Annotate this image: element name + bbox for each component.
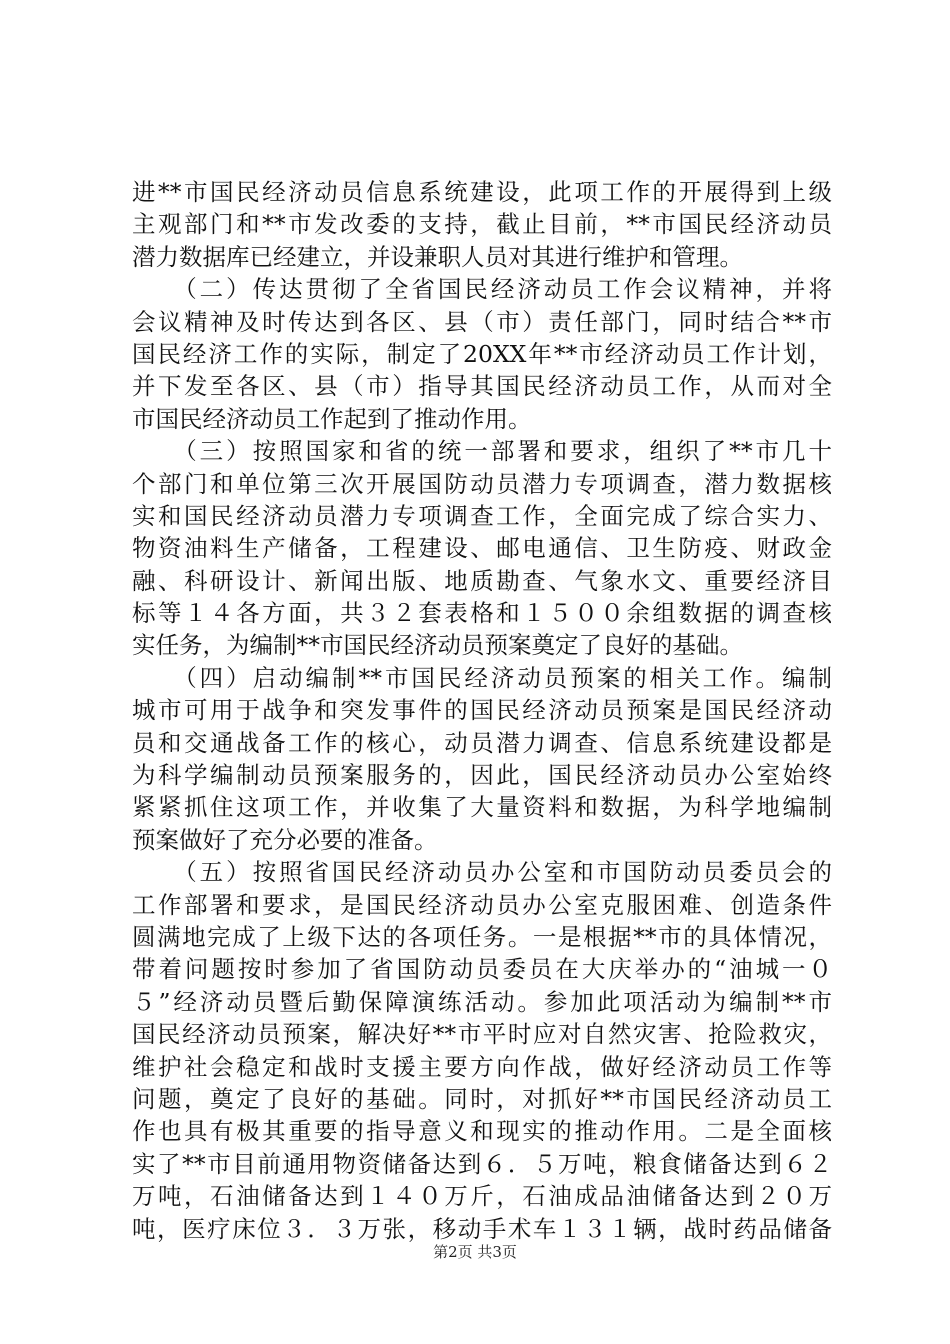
text-line: 实任务，为编制**市国民经济动员预案奠定了良好的基础。 [132,631,743,660]
text-line: ５”经济动员暨后勤保障演练活动。参加此项活动为编制**市 [132,987,832,1016]
text-line: 圆满地完成了上级下达的各项任务。一是根据**市的具体情况， [132,922,832,951]
text-line: 为科学编制动员预案服务的，因此，国民经济动员办公室始终 [132,761,832,790]
text-line: （二）传达贯彻了全省国民经济动员工作会议精神，并将 [132,275,832,304]
text-line: 进**市国民经济动员信息系统建设，此项工作的开展得到上级 [132,178,832,206]
text-line: 并下发至各区、县（市）指导其国民经济动员工作，从而对全 [132,372,832,401]
body-text [132,176,832,1245]
text-line: 万吨，石油储备达到１４０万斤，石油成品油储备达到２０万 [132,1182,832,1211]
text-line: 维护社会稳定和战时支援主要方向作战，做好经济动员工作等 [132,1052,832,1081]
text-line: 预案做好了充分必要的准备。 [132,825,438,854]
text-line: （五）按照省国民经济动员办公室和市国防动员委员会的 [132,858,832,887]
page-footer [0,1242,950,1262]
text-line: 实和国民经济动员潜力专项调查工作，全面完成了综合实力、 [132,501,832,530]
text-line: 紧紧抓住这项工作，并收集了大量资料和数据，为科学地编制 [132,793,832,822]
text-line: 员和交通战备工作的核心，动员潜力调查、信息系统建设都是 [132,728,832,757]
text-line: 会议精神及时传达到各区、县（市）责任部门，同时结合**市 [132,307,832,336]
text-line: （四）启动编制**市国民经济动员预案的相关工作。编制 [132,663,832,692]
text-line: 个部门和单位第三次开展国防动员潜力专项调查，潜力数据核 [132,469,832,498]
text-line: 带着问题按时参加了省国防动员委员在大庆举办的“油城一０ [132,955,832,984]
text-line: （三）按照国家和省的统一部署和要求，组织了**市几十 [132,437,832,466]
text-line: 实了**市目前通用物资储备达到６．５万吨，粮食储备达到６２ [132,1149,832,1178]
text-line: 吨，医疗床位３．３万张，移动手术车１３１辆，战时药品储备 [132,1214,832,1243]
text-line: 国民经济动员预案，解决好**市平时应对自然灾害、抢险救灾， [132,1020,832,1049]
text-line: 市国民经济动员工作起到了推动作用。 [132,404,532,433]
text-line: 主观部门和**市发改委的支持，截止目前，**市国民经济动员 [132,210,832,239]
text-line: 问题，奠定了良好的基础。同时，对抓好**市国民经济动员工 [132,1084,832,1113]
text-line: 国民经济工作的实际，制定了20XX年**市经济动员工作计划， [132,339,832,368]
text-line: 标等１４各方面，共３２套表格和１５００余组数据的调查核 [132,599,832,628]
text-line: 城市可用于战争和突发事件的国民经济动员预案是国民经济动 [132,696,832,725]
text-line: 物资油料生产储备，工程建设、邮电通信、卫生防疫、财政金 [132,534,832,563]
text-line: 工作部署和要求，是国民经济动员办公室克服困难、创造条件 [132,890,832,919]
text-line: 作也具有极其重要的指导意义和现实的推动作用。二是全面核 [132,1117,832,1146]
text-line: 潜力数据库已经建立，并设兼职人员对其进行维护和管理。 [132,242,743,271]
text-line: 融、科研设计、新闻出版、地质勘查、气象水文、重要经济目 [132,566,832,595]
page-number: 第2页 共3页 [433,1243,517,1261]
